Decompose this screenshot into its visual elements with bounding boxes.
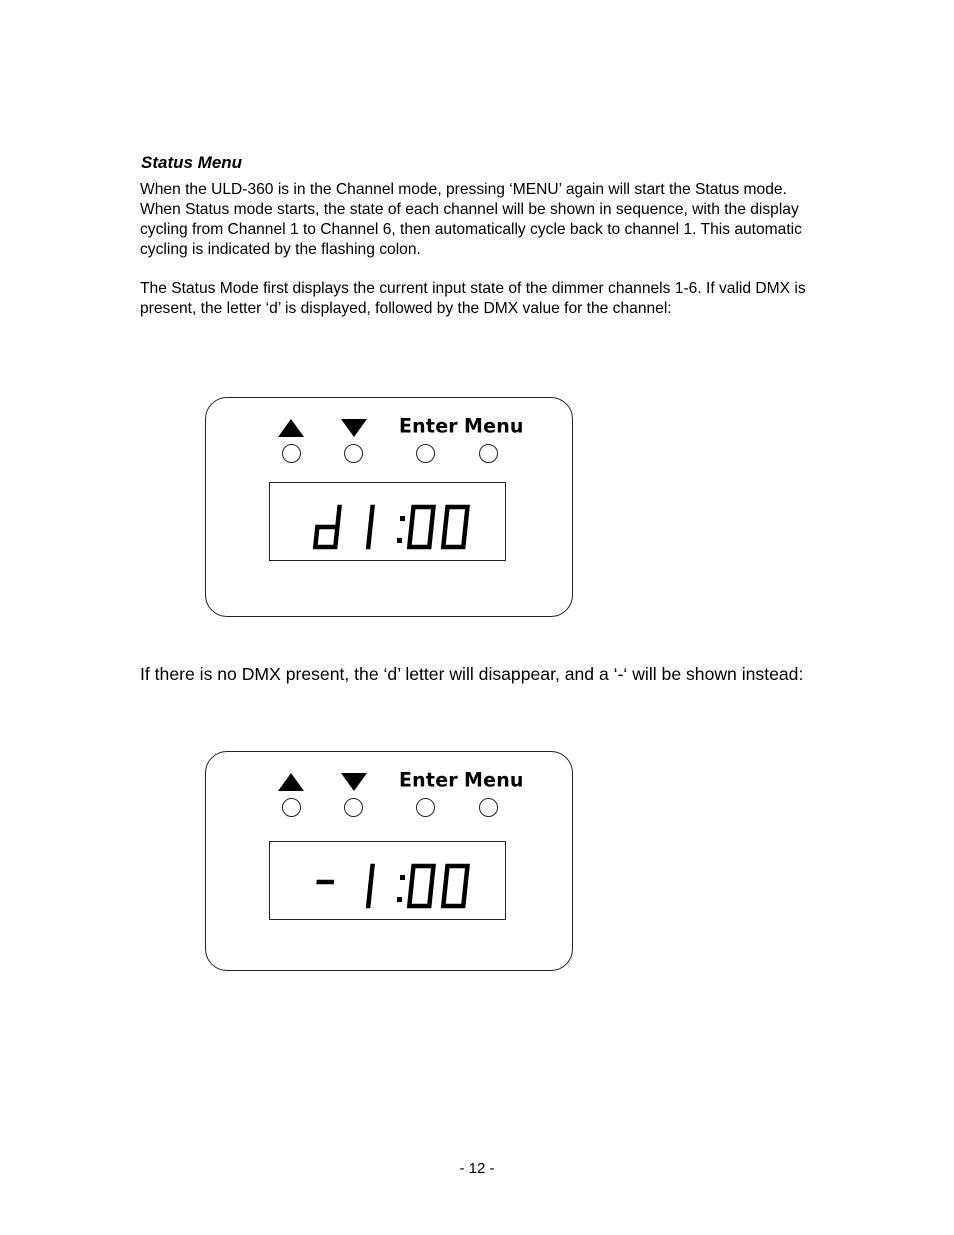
lcd-display bbox=[269, 841, 506, 920]
triangle-down-icon bbox=[341, 419, 367, 437]
enter-button-label: Enter bbox=[399, 768, 458, 792]
menu-button-label: Menu bbox=[464, 414, 524, 438]
paragraph-status-intro: When the ULD-360 is in the Channel mode, pressing ‘MENU’ again will start the Status mode. When Status mode starts, the state of each channel will be shown in sequence, with the display cycling from Channel 1 to Channel 6, then automatically cycle back to channel 1. This automatic cycling is indicated by the flashing colon. bbox=[140, 181, 802, 258]
triangle-up-icon bbox=[278, 773, 304, 791]
section-heading: Status Menu bbox=[141, 153, 243, 172]
page-number: - 12 - bbox=[459, 1160, 495, 1177]
enter-button[interactable] bbox=[416, 798, 435, 817]
enter-button-label: Enter bbox=[399, 414, 458, 438]
lcd-segment-glyphs bbox=[270, 483, 507, 562]
paragraph-status-dmx: The Status Mode first displays the current input state of the dimmer channels 1-6. If valid DMX is present, the letter ‘d’ is displayed, followed by the DMX value for the channel: bbox=[140, 280, 806, 317]
enter-button[interactable] bbox=[416, 444, 435, 463]
triangle-down-icon bbox=[341, 773, 367, 791]
lcd-segment-glyphs bbox=[270, 842, 507, 921]
down-button[interactable] bbox=[344, 444, 363, 463]
paragraph-no-dmx: If there is no DMX present, the ‘d’ letter will disappear, and a ‘-‘ will be shown instead: bbox=[140, 664, 804, 684]
lcd-display bbox=[269, 482, 506, 561]
control-panel-diagram-no-dmx bbox=[205, 751, 573, 971]
triangle-up-icon bbox=[278, 419, 304, 437]
menu-button[interactable] bbox=[479, 798, 498, 817]
up-button[interactable] bbox=[282, 444, 301, 463]
menu-button-label: Menu bbox=[464, 768, 524, 792]
control-panel-diagram-valid-dmx bbox=[205, 397, 573, 617]
menu-button[interactable] bbox=[479, 444, 498, 463]
down-button[interactable] bbox=[344, 798, 363, 817]
up-button[interactable] bbox=[282, 798, 301, 817]
